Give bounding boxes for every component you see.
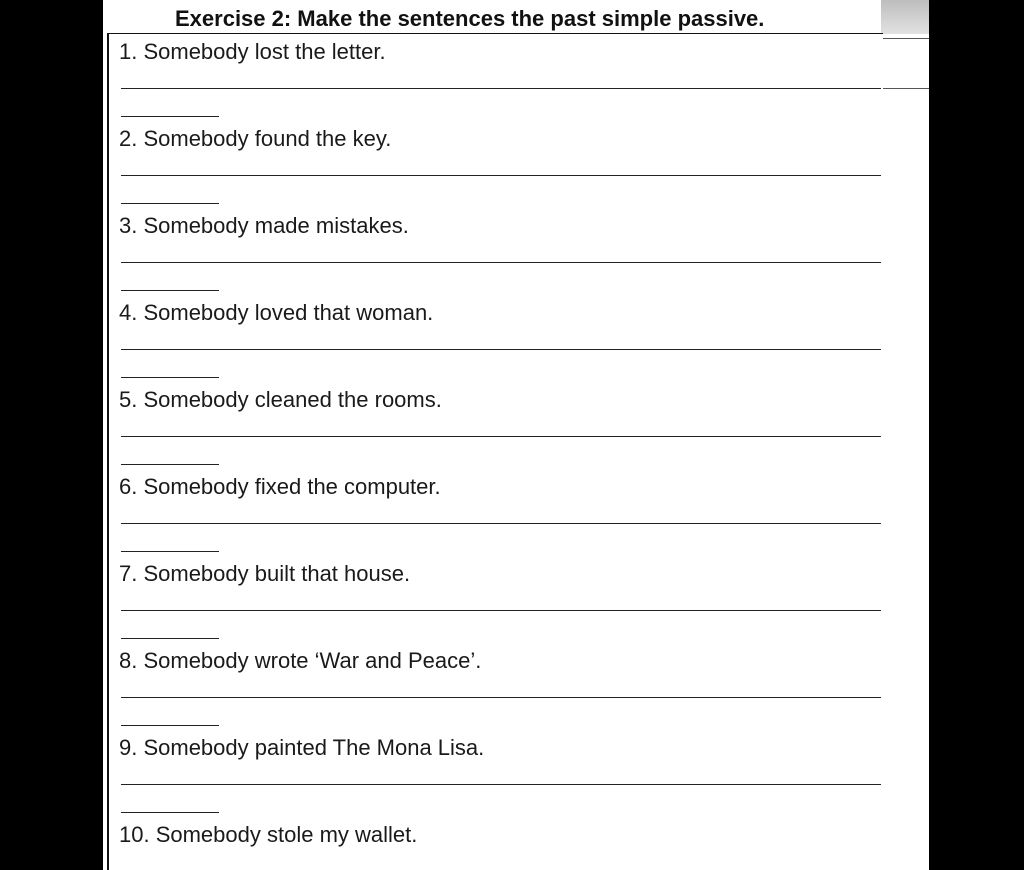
- page-edge-line: [883, 88, 929, 89]
- answer-line[interactable]: [121, 349, 881, 350]
- answer-line-continuation[interactable]: [121, 377, 219, 378]
- answer-line-continuation[interactable]: [121, 203, 219, 204]
- answer-line-continuation[interactable]: [121, 464, 219, 465]
- page-edge-line: [883, 38, 929, 39]
- sentence-text: 10. Somebody stole my wallet.: [119, 822, 418, 847]
- exercise-item: [119, 386, 879, 472]
- exercise-title: Exercise 2: Make the sentences the past simple passive.: [175, 6, 765, 31]
- answer-line[interactable]: [121, 88, 881, 89]
- exercise-item: [119, 299, 879, 385]
- sentence-text: 3. Somebody made mistakes.: [119, 213, 409, 238]
- answer-line-continuation[interactable]: [121, 725, 219, 726]
- exercise-item: [119, 38, 879, 124]
- sentence-text: 7. Somebody built that house.: [119, 561, 411, 586]
- answer-line[interactable]: [121, 175, 881, 176]
- answer-line[interactable]: [121, 610, 881, 611]
- answer-line[interactable]: [121, 523, 881, 524]
- answer-line-continuation[interactable]: [121, 290, 219, 291]
- sentence-text: 8. Somebody wrote ‘War and Peace’.: [119, 648, 482, 673]
- sentence-text: 4. Somebody loved that woman.: [119, 300, 434, 325]
- sentence-text: 1. Somebody lost the letter.: [119, 39, 386, 64]
- exercise-item: [119, 473, 879, 559]
- answer-line-continuation[interactable]: [121, 812, 219, 813]
- worksheet-page: [103, 0, 929, 870]
- exercise-item: [119, 212, 879, 298]
- sentence-text: 6. Somebody fixed the computer.: [119, 474, 441, 499]
- exercise-item: [119, 560, 879, 646]
- answer-line-continuation[interactable]: [121, 116, 219, 117]
- sentence-text: 2. Somebody found the key.: [119, 126, 392, 151]
- worksheet-left-border: [107, 33, 109, 870]
- answer-line-continuation[interactable]: [121, 551, 219, 552]
- answer-line-continuation[interactable]: [121, 638, 219, 639]
- answer-line[interactable]: [121, 262, 881, 263]
- exercise-item: [119, 125, 879, 211]
- sentence-text: 5. Somebody cleaned the rooms.: [119, 387, 442, 412]
- sentence-text: 9. Somebody painted The Mona Lisa.: [119, 735, 485, 760]
- exercise-item: [119, 647, 879, 733]
- exercise-item: [119, 821, 879, 861]
- answer-line[interactable]: [121, 436, 881, 437]
- answer-line[interactable]: [121, 697, 881, 698]
- page-corner-shadow: [881, 0, 929, 34]
- exercise-item: [119, 734, 879, 820]
- answer-line[interactable]: [121, 784, 881, 785]
